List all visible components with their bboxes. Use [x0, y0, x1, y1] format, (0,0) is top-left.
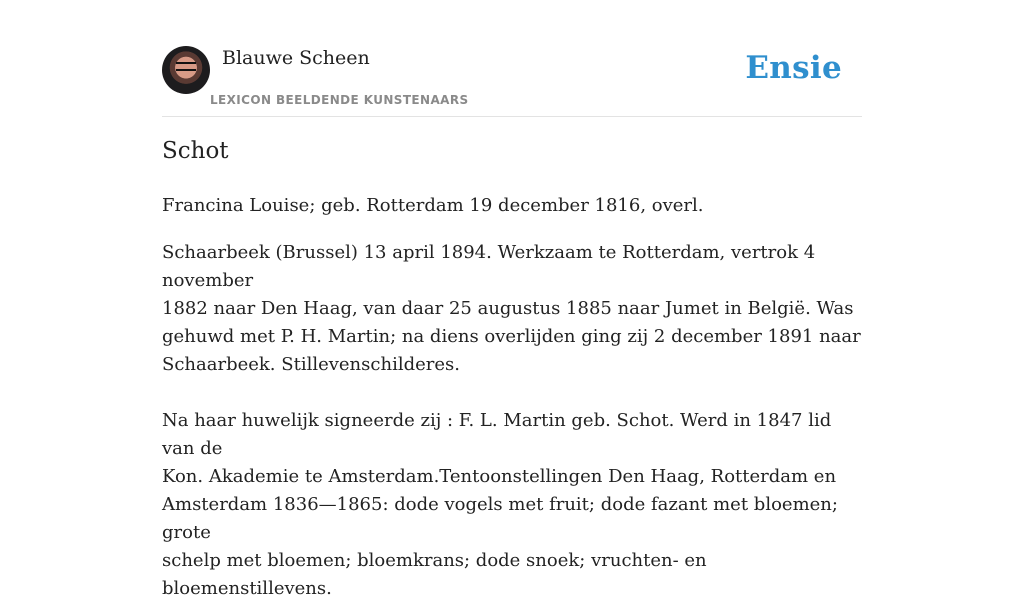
article-paragraph-2: Schaarbeek (Brussel) 13 april 1894. Werkzaam te Rotterdam, vertrok 4 november 1882 naar Den Haag, van daar 25 augustus 1885 naar Jumet in België. Was gehuwd met P. H. Martin; na diens overlijden ging zij 2 december 1891 naar Schaarbeek. Stillevenschilderes. Na haar huwelijk signeerde zij : F. L. Martin geb. Schot. Werd in 1847 lid van de Kon. Akademie te Amsterdam.Tentoonstellingen Den Haag, Rotterdam en Amsterdam 1836—1865: dode vogels met fruit; dode fazant met bloemen; grote schelp met bloemen; bloemkrans; dode snoek; vruchten- en bloemenstillevens.	[162, 242, 861, 599]
glasses-icon	[176, 62, 196, 71]
category-label[interactable]: LEXICON BEELDENDE KUNSTENAARS	[210, 93, 469, 107]
author-name[interactable]: Blauwe Scheen	[222, 47, 370, 69]
article-paragraph-1: Francina Louise; geb. Rotterdam 19 december 1816, overl.	[162, 195, 704, 216]
article-title: Schot	[162, 138, 229, 164]
author-avatar[interactable]	[162, 46, 210, 94]
brand-logo[interactable]: Ensie	[745, 50, 842, 86]
article-body	[162, 192, 862, 603]
header	[162, 44, 862, 117]
